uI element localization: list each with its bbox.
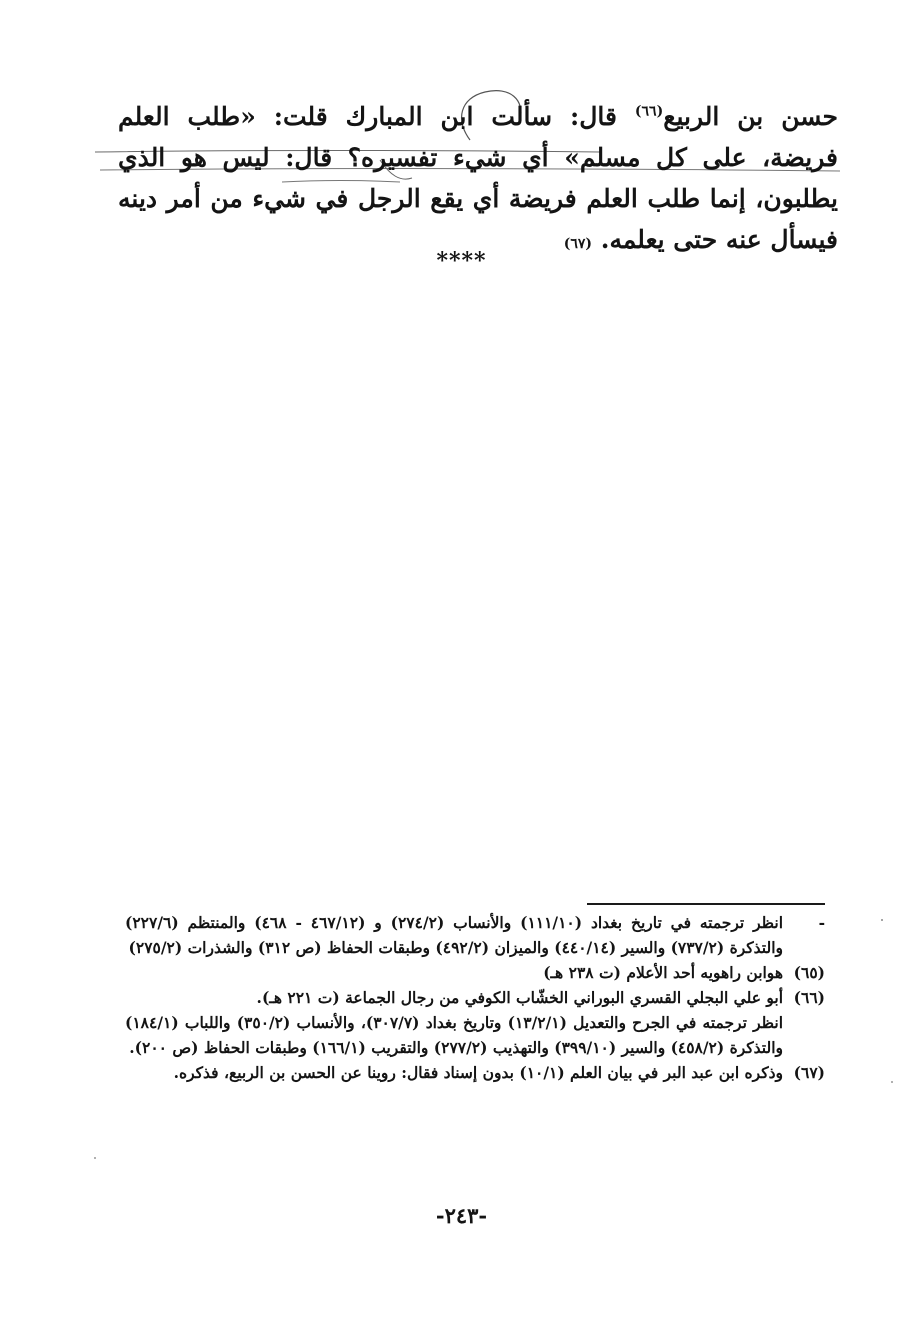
footnote-reference-67[interactable]: (٦٧)	[563, 236, 593, 252]
footnote-66-detail: انظر ترجمته في الجرح والتعديل (١٣/٢/١) وتاريخ بغداد (٣٠٧/٧)، والأنساب (٣٥٠/٢) واللباب (١٨٤/١) والتذكرة (٤٥٨/٢) والسير (٣٩٩/١٠) والتهذيب (٢٧٧/٢) والتقريب (١٦٦/١) وطبقات الحفاظ (ص ٢٠٠).	[125, 1013, 783, 1057]
footnote-intro	[125, 910, 825, 960]
footnote-number: (٦٥)	[793, 963, 825, 982]
footnote-divider	[587, 903, 825, 905]
footnote-number: (٦٦)	[793, 988, 825, 1007]
section-separator: ****	[436, 248, 487, 274]
main-text-body	[118, 96, 838, 265]
main-paragraph-start: حسن بن الربيع	[663, 102, 838, 131]
footnote-text: هوابن راهويه أحد الأعلام (ت ٢٣٨ هـ)	[543, 963, 783, 982]
footnote-66	[125, 985, 825, 1010]
footnote-text: وذكره ابن عبد البر في بيان العلم (١٠/١) بدون إسناد فقال: روينا عن الحسن بن الربيع، فذكره.	[173, 1063, 783, 1082]
page-number: -٢٤٣-	[435, 1203, 488, 1228]
main-paragraph	[118, 96, 838, 265]
footnote-67	[125, 1060, 825, 1085]
footnote-number: (٦٧)	[793, 1063, 825, 1082]
footnote-intro-text: انظر ترجمته في تاريخ بغداد (١١١/١٠) والأنساب (٢٧٤/٢) و (٤٦٧/١٢ - ٤٦٨) والمنتظم (٢٢٧/٦) والتذكرة (٧٣٧/٢) والسير (٤٤٠/١٤) والميزان (٤٩٢/٢) وطبقات الحفاظ (ص ٣١٢) والشذرات (٢٧٥/٢)	[125, 913, 784, 957]
footnote-65	[125, 960, 825, 985]
main-paragraph-rest: قال: سألت ابن المبارك قلت: «طلب العلم فريضة، على كل مسلم» أي شيء تفسيره؟ قال: ليس هو الذي يطلبون، إنما طلب العلم فريضة أي يقع الرجل في شيء من أمر دينه فيسأل عنه حتى يعلمه.	[118, 102, 838, 254]
footnotes-section	[125, 910, 825, 1085]
footnote-bullet: -	[818, 913, 825, 932]
footnote-text: أبو علي البجلي القسري البوراني الخشّاب الكوفي من رجال الجماعة (ت ٢٢١ هـ).	[256, 988, 783, 1007]
footnote-reference-66[interactable]: (٦٦)	[634, 103, 664, 120]
